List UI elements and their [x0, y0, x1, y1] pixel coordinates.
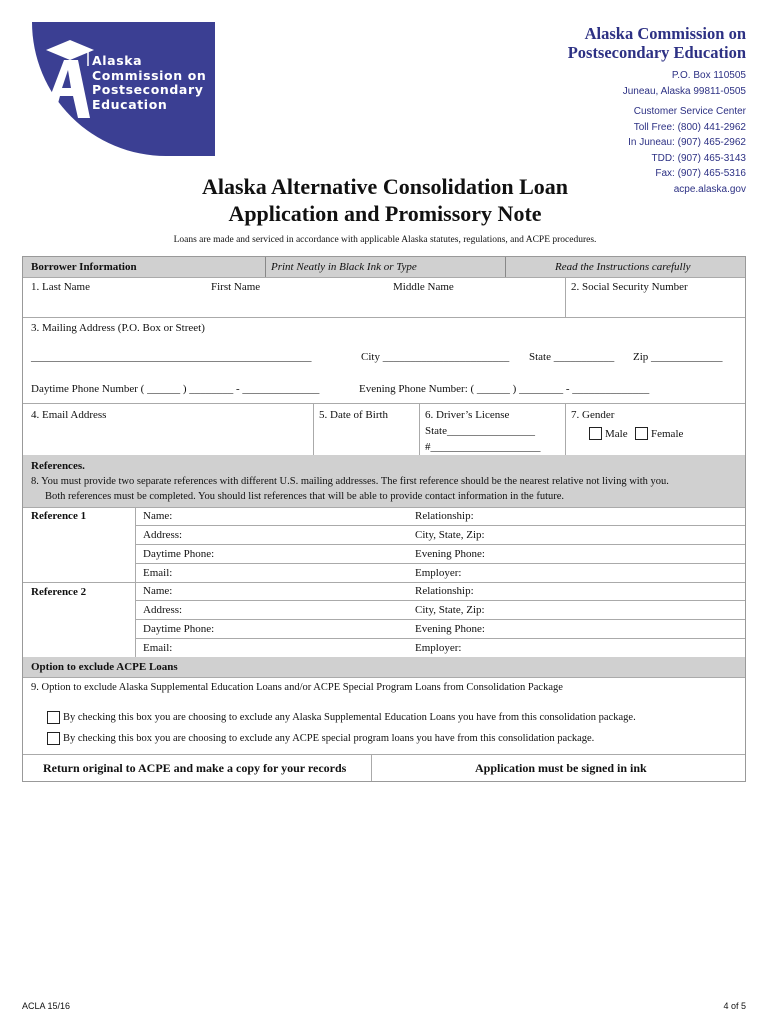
ref2-relationship-field[interactable]: Relationship:	[415, 585, 474, 597]
ref2-city-state-zip-field[interactable]: City, State, Zip:	[415, 604, 485, 616]
male-checkbox[interactable]	[589, 427, 602, 440]
last-name-label: 1. Last Name	[31, 281, 90, 293]
references-text-1: 8. You must provide two separate references with different U.S. mailing addresses. The first reference should be the nearest relative not living with you.	[31, 476, 669, 487]
logo-line-3: Postsecondary	[92, 82, 204, 97]
email-label: 4. Email Address	[31, 409, 107, 421]
page-title	[140, 173, 630, 227]
reference-2-label: Reference 2	[31, 586, 87, 598]
ref2-email-field[interactable]: Email:	[143, 642, 173, 654]
evening-phone-field[interactable]: Evening Phone Number: ( ______ ) ________ - ______________	[359, 383, 650, 395]
zip-field[interactable]: Zip _____________	[633, 351, 723, 363]
state-field[interactable]: State ___________	[529, 351, 615, 363]
org-line-2: Postsecondary Education	[567, 43, 746, 62]
toll-free: Toll Free: (800) 441-2962	[633, 121, 746, 133]
form-id: ACLA 15/16	[22, 1001, 71, 1011]
ref2-daytime-phone-field[interactable]: Daytime Phone:	[143, 623, 215, 635]
exclude-special-program-label: By checking this box you are choosing to exclude any ACPE special program loans you have from this consolidation package.	[63, 733, 595, 744]
borrower-heading: Borrower Information	[31, 261, 137, 273]
ref1-name-field[interactable]: Name:	[143, 510, 173, 522]
title-line-2: Application and Promissory Note	[228, 201, 542, 226]
ref2-name-field[interactable]: Name:	[143, 585, 173, 597]
ref1-email-field[interactable]: Email:	[143, 567, 173, 579]
exclude-supplemental-checkbox[interactable]	[47, 711, 60, 724]
ref1-address-field[interactable]: Address:	[143, 529, 183, 541]
graduation-cap-a-logo-icon	[40, 38, 96, 122]
subtitle: Loans are made and serviced in accordance with applicable Alaska statutes, regulations, and ACPE procedures.	[173, 235, 597, 245]
city-field[interactable]: City _______________________	[361, 351, 510, 363]
male-label: Male	[605, 428, 628, 440]
website: acpe.alaska.gov	[673, 183, 746, 195]
daytime-phone-field[interactable]: Daytime Phone Number ( ______ ) ________ - ______________	[31, 383, 320, 395]
ref2-employer-field[interactable]: Employer:	[415, 642, 462, 654]
logo-line-2: Commission on	[92, 67, 207, 83]
reference-1-label: Reference 1	[31, 510, 87, 522]
contact-info	[628, 104, 746, 197]
first-name-label: First Name	[211, 281, 261, 293]
address-line-1: P.O. Box 110505	[671, 70, 746, 81]
print-note: Print Neatly in Black Ink or Type	[271, 261, 417, 273]
license-state-field[interactable]: State________________	[425, 425, 535, 437]
signed-in-ink-note: Application must be signed in ink	[475, 761, 647, 775]
mailing-address	[623, 68, 746, 99]
middle-name-label: Middle Name	[393, 281, 454, 293]
tdd-phone: TDD: (907) 465-3143	[651, 152, 746, 164]
mailing-address-label: 3. Mailing Address (P.O. Box or Street)	[31, 322, 205, 334]
exclude-text: 9. Option to exclude Alaska Supplemental Education Loans and/or ACPE Special Program Loans from Consolidation Package	[31, 682, 563, 693]
exclude-supplemental-label: By checking this box you are choosing to exclude any Alaska Supplemental Education Loans you have from this consolidation package.	[63, 712, 636, 723]
org-name	[568, 24, 746, 62]
logo-line-1: Alaska	[92, 53, 143, 68]
ref1-employer-field[interactable]: Employer:	[415, 567, 462, 579]
contact-heading: Customer Service Center	[633, 106, 746, 117]
exclude-special-program-checkbox[interactable]	[47, 732, 60, 745]
logo-text	[92, 54, 206, 112]
logo-line-4: Education	[92, 96, 168, 112]
juneau-phone: In Juneau: (907) 465-2962	[628, 137, 746, 148]
ref1-evening-phone-field[interactable]: Evening Phone:	[415, 548, 485, 560]
page-number: 4 of 5	[723, 1001, 746, 1011]
return-original-note: Return original to ACPE and make a copy for your records	[43, 761, 347, 775]
address-line-2: Juneau, Alaska 99811-0505	[622, 85, 746, 97]
org-line-1: Alaska Commission on	[584, 24, 746, 43]
ref1-city-state-zip-field[interactable]: City, State, Zip:	[415, 529, 485, 541]
ssn-label: 2. Social Security Number	[571, 281, 688, 293]
license-number-field[interactable]: #____________________	[425, 441, 541, 453]
female-label: Female	[651, 428, 684, 440]
references-heading: References.	[31, 460, 85, 472]
license-label: 6. Driver’s License	[425, 409, 510, 421]
ref2-address-field[interactable]: Address:	[143, 604, 183, 616]
street-field[interactable]: ___________________________________________________	[31, 351, 312, 363]
ref1-relationship-field[interactable]: Relationship:	[415, 510, 474, 522]
application-form	[22, 256, 746, 782]
fax: Fax: (907) 465-5316	[655, 168, 746, 179]
read-note: Read the Instructions carefully	[555, 261, 691, 273]
title-line-1: Alaska Alternative Consolidation Loan	[201, 174, 569, 199]
female-checkbox[interactable]	[635, 427, 648, 440]
ref1-daytime-phone-field[interactable]: Daytime Phone:	[143, 548, 215, 560]
references-text-2: Both references must be completed. You should list references that will be able to provide contact information in the future.	[45, 491, 565, 502]
gender-label: 7. Gender	[571, 409, 615, 421]
ref2-evening-phone-field[interactable]: Evening Phone:	[415, 623, 485, 635]
exclude-heading: Option to exclude ACPE Loans	[31, 661, 178, 673]
dob-label: 5. Date of Birth	[319, 409, 389, 421]
